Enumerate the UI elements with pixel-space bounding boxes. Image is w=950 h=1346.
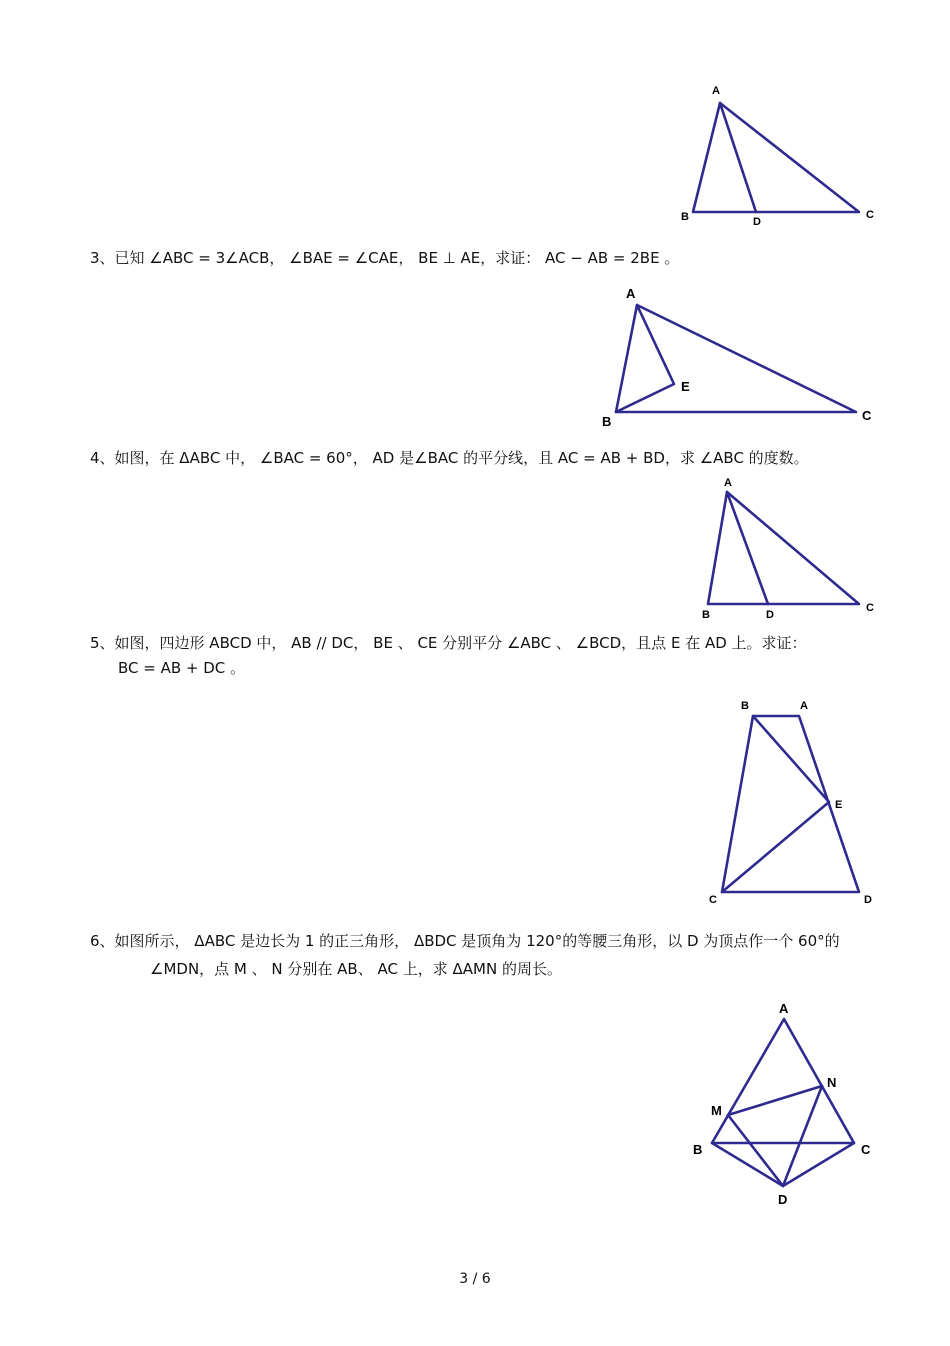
label-d: D xyxy=(753,216,761,228)
label-b: B xyxy=(741,700,749,712)
triangle-bdc xyxy=(712,1143,854,1186)
problem-6-text-line2: ∠MDN，点 M 、 N 分别在 AB、 AC 上，求 ΔAMN 的周长。 xyxy=(150,960,562,978)
problem-5-text-line2: BC = AB + DC 。 xyxy=(118,659,246,677)
problem-6-text-line1: 6、如图所示， ΔABC 是边长为 1 的正三角形， ΔBDC 是顶角为 120°的等腰三角形，以 D 为顶点作一个 60°的 xyxy=(90,932,840,950)
label-c: C xyxy=(866,209,874,221)
page-indicator: 3 / 6 xyxy=(459,1271,491,1287)
label-a: A xyxy=(712,85,720,97)
label-b: B xyxy=(602,414,612,429)
problem-4-text: 4、如图，在 ΔABC 中， ∠BAC = 60°， AD 是∠BAC 的平分线，且 AC = AB + BD，求 ∠ABC 的度数。 xyxy=(90,449,809,467)
label-a: A xyxy=(779,1001,789,1016)
label-b: B xyxy=(693,1142,703,1157)
label-d: D xyxy=(864,894,872,906)
label-a: A xyxy=(626,286,636,301)
label-b: B xyxy=(681,211,689,223)
problem-3-text: 3、已知 ∠ABC = 3∠ACB， ∠BAE = ∠CAE， BE ⊥ AE，求证： AC − AB = 2BE 。 xyxy=(90,249,680,267)
label-c: C xyxy=(709,894,717,906)
label-m: M xyxy=(711,1103,722,1118)
label-c: C xyxy=(866,602,874,614)
problem-5-text-line1: 5、如图，四边形 ABCD 中， AB // DC， BE 、 CE 分别平分 ∠ABC 、 ∠BCD，且点 E 在 AD 上。求证： xyxy=(90,634,807,652)
label-c: C xyxy=(861,1142,871,1157)
label-e: E xyxy=(835,799,843,811)
label-a: A xyxy=(724,477,732,489)
label-e: E xyxy=(681,379,690,394)
label-d: D xyxy=(778,1192,788,1207)
segment-nd xyxy=(783,1086,822,1186)
segment-md xyxy=(728,1115,783,1186)
label-n: N xyxy=(827,1075,837,1090)
label-c: C xyxy=(862,408,872,423)
label-a: A xyxy=(800,700,808,712)
label-b: B xyxy=(702,609,710,621)
label-d: D xyxy=(766,609,774,621)
